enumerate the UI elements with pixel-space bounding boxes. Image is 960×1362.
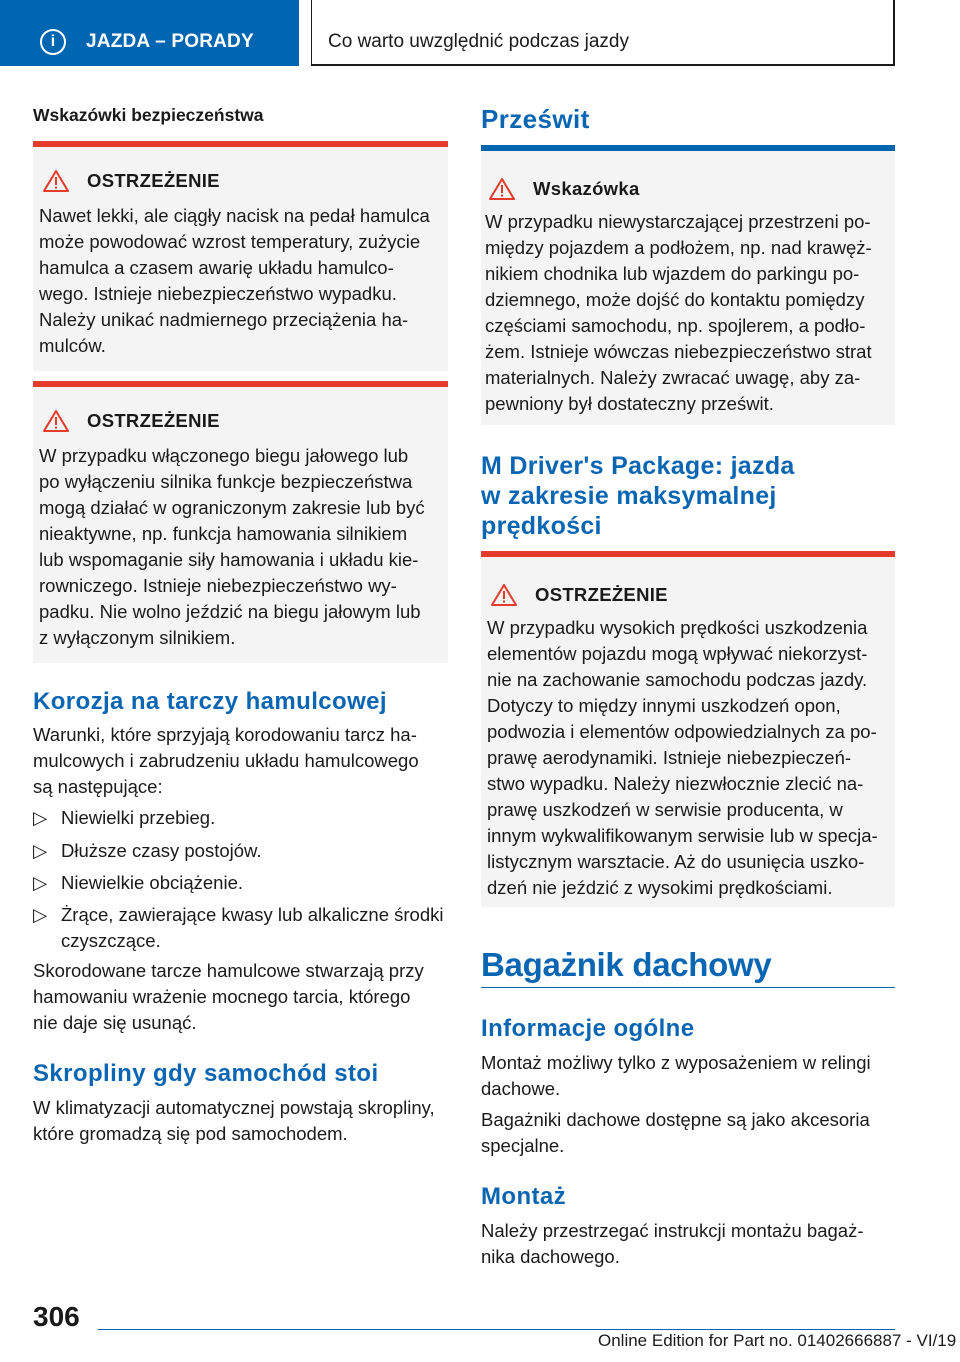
page-number: 306 xyxy=(33,1301,80,1332)
general-info-p1: Montaż możliwy tylko z wyposażeniem w relingi dachowe. xyxy=(481,1052,871,1099)
heading-mounting: Montaż xyxy=(481,1183,567,1210)
general-info-p2: Bagażniki dachowe dostępne są jako akcesoria specjalne. xyxy=(481,1109,870,1156)
warning-text: Nawet lekki, ale ciągły nacisk na pedał hamulca może powodować wzrost temperatury, zużycie hamulca a czasem awarię układu hamulco- wego. Istnieje niebezpieczeństwo wypadku. Należy unikać nadmiernego przeciążenia ha- mulców. xyxy=(39,205,430,356)
heading-divider xyxy=(481,987,895,988)
heading-roof-rack: Bagażnik dachowy xyxy=(481,946,772,983)
list-item: ▷ Żrące, zawierające kwasy lub alkaliczne środki czyszczące. xyxy=(33,904,444,951)
warning-triangle-icon xyxy=(43,169,69,193)
warning-text: W przypadku wysokich prędkości uszkodzenia elementów pojazdu mogą wpływać niekorzyst- nie na zachowanie samochodu podczas jazdy. Dotyczy to między innymi uszkodzeń opon, podwozia i elementów odpowiedzialnych za po- prawę aerodynamiki. Istnieje niebezpieczeń- stwo wypadku. Należy niezwłocznie zlecić na- prawę uszkodzeń w serwisie producenta, w innym wykwalifikowanym serwisie lub w specja- listycznym warsztacie. Aż do usunięcia uszko- dzeń nie jeździć z wysokimi prędkościami. xyxy=(487,617,878,898)
header-chapter-tab xyxy=(0,0,299,66)
list-item: ▷ Niewielkie obciążenie. xyxy=(33,870,448,896)
warning-title: OSTRZEŻENIE xyxy=(491,583,668,607)
condensate-text: W klimatyzacji automatycznej powstają skropliny, które gromadzą się pod samochodem. xyxy=(33,1097,435,1144)
corrosion-outro: Skorodowane tarcze hamulcowe stwarzają przy hamowaniu wrażenie mocnego tarcia, którego nie daje się usunąć. xyxy=(33,960,424,1033)
warning-triangle-icon xyxy=(489,177,515,201)
triangle-bullet-icon: ▷ xyxy=(33,872,48,893)
corrosion-intro: Warunki, które sprzyjają korodowaniu tarcz ha- mulcowych i zabrudzeniu układu hamulcowego są następujące: xyxy=(33,724,419,797)
hint-box-clearance xyxy=(481,145,895,425)
info-icon: i xyxy=(40,29,66,55)
safety-subtitle: Wskazówki bezpieczeństwa xyxy=(33,105,264,125)
warning-triangle-icon xyxy=(491,583,517,607)
warning-title: OSTRZEŻENIE xyxy=(43,169,220,193)
warning-text: W przypadku włączonego biegu jałowego lub po wyłączeniu silnika funkcje bezpieczeństwa mogą działać w ograniczonym zakresie lub być nieaktywne, np. funkcja hamowania silnikiem lub wspomaganie siły hamowania i układu kie- rowniczego. Istnieje niebezpieczeństwo wy- padku. Nie wolno jeździć na biegu jałowym lub z wyłączonym silnikiem. xyxy=(39,445,425,648)
triangle-bullet-icon: ▷ xyxy=(33,807,48,828)
mounting-text: Należy przestrzegać instrukcji montażu bagaż- nika dachowego. xyxy=(481,1220,864,1267)
heading-corrosion: Korozja na tarczy hamulcowej xyxy=(33,688,387,715)
section-title: Co warto uwzględnić podczas jazdy xyxy=(328,31,629,52)
warning-title: OSTRZEŻENIE xyxy=(43,409,220,433)
edition-footer: Online Edition for Part no. 01402666887 - VI/19 xyxy=(598,1331,957,1350)
heading-condensate: Skropliny gdy samochód stoi xyxy=(33,1060,379,1087)
hint-text: W przypadku niewystarczającej przestrzeni po- między pojazdem a podłożem, np. nad krawęż- nikiem chodnika lub wjazdem do parkingu po- dziemnego, może dojść do kontaktu pomiędzy częściami samochodu, np. spojlerem, a podło- żem. Istnieje wówczas niebezpieczeństwo strat materialnych. Należy zwracać uwagę, aby za- pewniony był dostateczny prześwit. xyxy=(485,211,872,414)
warning-box-brake-pressure xyxy=(33,141,448,371)
list-item: ▷ Niewielki przebieg. xyxy=(33,805,448,831)
heading-clearance: Prześwit xyxy=(481,104,590,134)
triangle-bullet-icon: ▷ xyxy=(33,904,48,925)
warning-box-neutral-gear xyxy=(33,381,448,663)
list-item: ▷ Dłuższe czasy postojów. xyxy=(33,838,448,864)
footer-rule xyxy=(98,1329,895,1330)
warning-triangle-icon xyxy=(43,409,69,433)
hint-title: Wskazówka xyxy=(489,177,640,201)
heading-general-info: Informacje ogólne xyxy=(481,1015,695,1042)
warning-box-high-speed xyxy=(481,551,895,907)
header-section xyxy=(311,0,895,66)
triangle-bullet-icon: ▷ xyxy=(33,840,48,861)
heading-m-drivers-package: M Driver's Package: jazda w zakresie maksymalnej prędkości xyxy=(481,452,795,540)
chapter-label: JAZDA – PORADY xyxy=(86,31,254,52)
